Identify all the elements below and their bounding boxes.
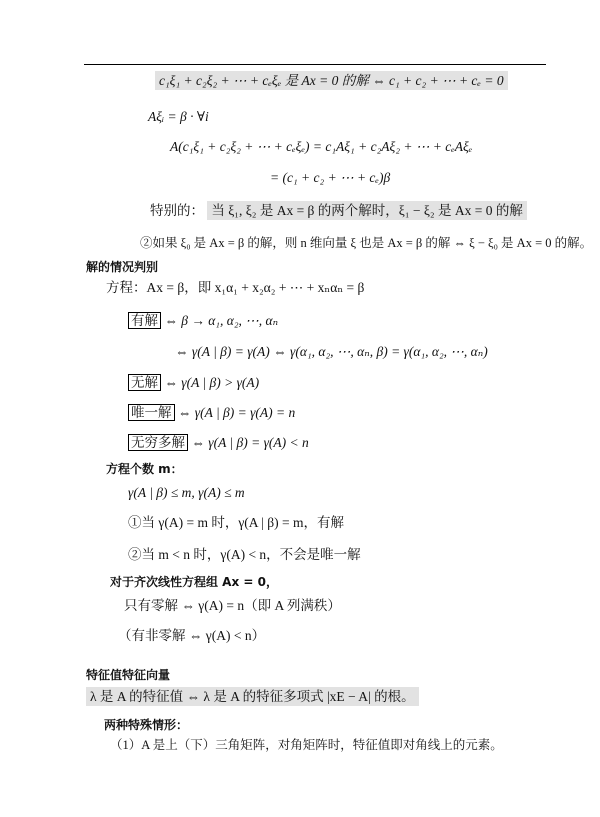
eigenvalue-definition <box>86 688 419 706</box>
boxed-term-no-solution: 无解 <box>128 374 161 391</box>
formula-particular-solution: Aξᵢ = β · ∀i <box>148 109 209 124</box>
condition-one: ①当 γ(A) = m 时，γ(A | β) = m，有解 <box>128 515 344 530</box>
special-case-line <box>150 202 527 220</box>
heading-equation-count: 方程个数 m： <box>106 462 183 476</box>
case-infinite-solutions <box>128 434 309 452</box>
condition-two: ②当 m < n 时，γ(A) < n，不会是唯一解 <box>128 547 361 562</box>
boxed-term-infinite-solutions: 无穷多解 <box>128 434 188 451</box>
heading-special-cases: 两种特殊情形： <box>104 718 189 732</box>
boxed-term-has-solution: 有解 <box>128 312 161 329</box>
special-case-triangular: （1）A 是上（下）三角矩阵，对角矩阵时，特征值即对角线上的元素。 <box>110 738 503 752</box>
case-unique-solution <box>128 404 295 422</box>
heading-homogeneous-system: 对于齐次线性方程组 Ax = 0， <box>110 575 278 589</box>
equation-definition: 方程：Ax = β，即 x₁α₁ + x₂α₂ + ⋯ + xₙαₙ = β <box>106 280 365 295</box>
nonzero-solution: （有非零解 ⇔ γ(A) < n） <box>118 628 266 643</box>
case-has-solution <box>128 312 278 330</box>
formula-homogeneous-combination <box>155 72 508 90</box>
zero-solution-only: 只有零解 ⇔ γ(A) = n（即 A 列满秩） <box>124 598 341 613</box>
shaded-eigenvalue-formula: λ 是 A 的特征值 ⇔ λ 是 A 的特征多项式 |xE − A| 的根。 <box>86 687 419 706</box>
shaded-formula: c₁ξ₁ + c₂ξ₂ + ⋯ + cₑξₑ 是 Ax = 0 的解 ⇔ c₁ + c₂ + ⋯ + cₑ = 0 <box>155 71 508 90</box>
boxed-term-unique-solution: 唯一解 <box>128 404 175 421</box>
case-infinite-solutions-formula: ⇔ γ(A | β) = γ(A) < n <box>191 435 309 450</box>
header-rule <box>84 64 546 65</box>
formula-sum-coefficients: = (c₁ + c₂ + ⋯ + cₑ)β <box>270 170 391 185</box>
special-case-formula: 当 ξ₁, ξ₂ 是 Ax = β 的两个解时，ξ₁ − ξ₂ 是 Ax = 0 的解 <box>207 201 526 220</box>
statement-two: ②如果 ξ₀ 是 Ax = β 的解，则 n 维向量 ξ 也是 Ax = β 的解 ⇔ ξ − ξ₀ 是 Ax = 0 的解。 <box>140 236 593 250</box>
heading-solution-cases: 解的情况判别 <box>86 260 159 274</box>
special-case-label: 特别的： <box>150 203 204 218</box>
case-no-solution <box>128 374 259 392</box>
case-has-solution-formula: ⇔ β → α₁, α₂, ⋯, αₙ <box>164 313 279 328</box>
heading-eigenvalues: 特征值特征向量 <box>86 668 171 682</box>
formula-linear-expansion: A(c₁ξ₁ + c₂ξ₂ + ⋯ + cₑξₑ) = c₁Aξ₁ + c₂Aξ₂ + ⋯ + cₑAξₑ <box>170 139 473 154</box>
case-unique-solution-formula: ⇔ γ(A | β) = γ(A) = n <box>177 405 296 420</box>
rank-bounds: γ(A | β) ≤ m, γ(A) ≤ m <box>128 485 245 500</box>
case-no-solution-formula: ⇔ γ(A | β) > γ(A) <box>164 375 260 390</box>
case-has-solution-rank: ⇔ γ(A | β) = γ(A) ⇔ γ(α₁, α₂, ⋯, αₙ, β) = γ(α₁, α₂, ⋯, αₙ) <box>175 344 488 359</box>
